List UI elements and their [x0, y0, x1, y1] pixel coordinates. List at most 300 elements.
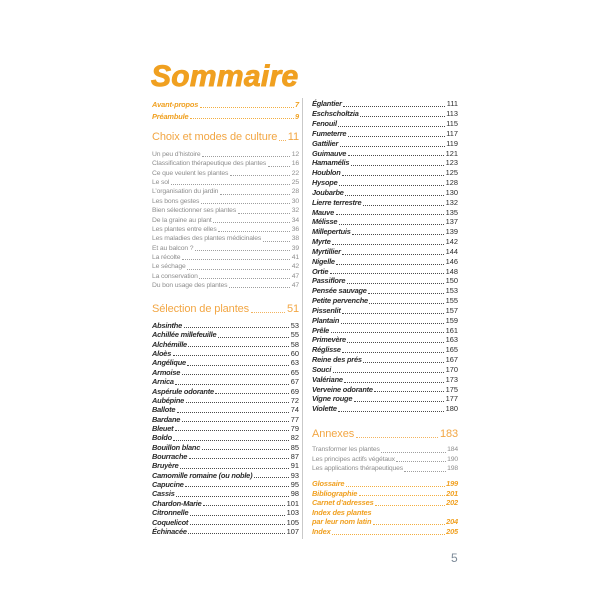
entry-page-number: 58 [290, 339, 299, 349]
entry-title: Aspérule odorante [152, 386, 214, 396]
entry-title: Millepertuis [312, 227, 351, 237]
entry-title: Myrte [312, 237, 331, 247]
chapter-entry [152, 169, 299, 178]
dot-leader [345, 195, 444, 196]
dot-leader [368, 293, 444, 294]
entry-page-number: 115 [446, 119, 458, 129]
entry-page-number: 34 [291, 216, 299, 224]
entry-page-number: 16 [291, 160, 299, 168]
entry-title: Les principes actifs végétaux [312, 455, 395, 463]
entry-title: Absinthe [152, 321, 183, 330]
chapter-entry [152, 197, 299, 206]
page-number: 5 [451, 551, 458, 565]
entry-title: Bourrache [152, 452, 188, 462]
dot-leader [182, 374, 290, 375]
entry-page-number: 28 [291, 188, 299, 196]
plant-entry [152, 387, 299, 396]
page-title: Sommaire [151, 60, 299, 93]
dot-leader [182, 259, 290, 260]
entry-page-number: 53 [290, 321, 299, 330]
plant-entry [312, 326, 458, 336]
plant-entry [152, 321, 299, 330]
entry-title: Alchémille [152, 339, 187, 349]
dot-leader [187, 269, 290, 270]
chapter-entry [152, 216, 299, 225]
entry-title: Échinacée [152, 526, 187, 536]
back-matter-entry-index [312, 527, 458, 537]
entry-page-number: 150 [445, 276, 458, 286]
entry-title: Hysope [312, 178, 338, 188]
dot-leader [279, 140, 286, 141]
entry-title: Carnet d’adresses [312, 498, 374, 508]
entry-page-number: 144 [445, 246, 458, 256]
dot-leader [339, 224, 444, 225]
entry-title: Hamamélis [312, 158, 350, 168]
dot-leader [201, 203, 290, 204]
plant-entry [312, 286, 458, 296]
entry-page-number: 119 [446, 138, 458, 148]
entry-title: Le sol [152, 179, 170, 187]
entry-page-number: 98 [290, 489, 299, 499]
entry-title: Achillée millefeuille [152, 330, 217, 340]
dot-leader [347, 283, 444, 284]
entry-page-number: 184 [447, 446, 458, 453]
entry-page-number: 148 [445, 266, 458, 276]
entry-page-number: 180 [445, 404, 458, 414]
entry-page-number: 79 [290, 423, 299, 433]
entry-page-number: 121 [445, 148, 458, 158]
plant-entry [152, 461, 299, 470]
entry-title: Le séchage [152, 263, 186, 271]
dot-leader [190, 515, 285, 516]
dot-leader [332, 244, 444, 245]
dot-leader [338, 126, 444, 127]
entry-title: Pissenlit [312, 305, 341, 315]
entry-title: Prêle [312, 325, 330, 335]
entry-title: La récolte [152, 253, 181, 261]
entry-title: Préambule [152, 111, 189, 121]
entry-title: Bibliographie [312, 488, 358, 498]
dot-leader [238, 213, 291, 214]
dot-leader [369, 303, 444, 304]
entry-page-number: 103 [286, 508, 299, 518]
entry-page-number: 146 [445, 256, 458, 266]
dot-leader [202, 156, 290, 157]
back-matter-list-continued [312, 508, 458, 537]
dot-leader [188, 346, 289, 347]
chapter-entry [152, 187, 299, 196]
plant-entry [152, 489, 299, 498]
plant-entry [312, 404, 458, 414]
section-heading-annexes [312, 426, 458, 442]
entry-page-number: 55 [290, 330, 299, 340]
entry-title: Ortie [312, 266, 329, 276]
plant-entry [152, 330, 299, 339]
dot-leader [354, 401, 444, 402]
entry-page-number: 165 [445, 345, 458, 355]
dot-leader [263, 241, 291, 242]
entry-page-number: 25 [291, 179, 299, 187]
entry-title: Aubépine [152, 395, 185, 405]
dot-leader [190, 524, 285, 525]
entry-page-number: 198 [447, 465, 458, 472]
entry-title: Petite pervenche [312, 296, 368, 306]
dot-leader [344, 382, 444, 383]
entry-title: Réglisse [312, 345, 341, 355]
dot-leader [373, 524, 445, 525]
plant-entry [312, 276, 458, 286]
plant-entry [312, 158, 458, 168]
entry-page-number: 105 [286, 517, 299, 527]
entry-page-number: 32 [291, 207, 299, 215]
dot-leader [342, 313, 444, 314]
plant-entry [312, 100, 458, 110]
plant-entry [152, 396, 299, 405]
dot-leader [396, 461, 445, 462]
entry-page-number: 204 [446, 517, 458, 527]
chapter-entry [152, 272, 299, 281]
dot-leader [346, 486, 445, 487]
entry-title: Cassis [152, 489, 175, 499]
entry-page-number: 38 [291, 235, 299, 243]
entry-title: Arnica [152, 377, 174, 387]
entry-page-number: 155 [445, 296, 458, 306]
dot-leader [342, 254, 444, 255]
dot-leader [351, 165, 444, 166]
entry-title: Transformer les plantes [312, 446, 380, 453]
dot-leader [184, 327, 290, 328]
dot-leader [199, 278, 290, 279]
entry-page-number: 163 [445, 335, 458, 345]
dot-leader [342, 175, 444, 176]
entry-title: Églantier [312, 99, 342, 109]
entry-title: Houblon [312, 168, 341, 178]
entry-title: Du bon usage des plantes [152, 282, 228, 290]
plant-entry [152, 443, 299, 452]
entry-title: Et au balcon ? [152, 244, 194, 252]
entry-title: Index des plantes [312, 507, 372, 517]
plant-entry [312, 188, 458, 198]
entry-page-number: 142 [445, 237, 458, 247]
dot-leader [347, 342, 444, 343]
entry-page-number: 30 [291, 197, 299, 205]
plant-entry [312, 394, 458, 404]
dot-leader [348, 136, 445, 137]
dot-leader [348, 155, 445, 156]
entry-title: Vigne rouge [312, 394, 353, 404]
chapter-entry [152, 225, 299, 234]
entry-page-number: 175 [445, 384, 458, 394]
dot-leader [332, 534, 445, 535]
plant-entry [312, 237, 458, 247]
entry-title: Plantain [312, 315, 340, 325]
entry-title: Fenouil [312, 119, 337, 129]
entry-page-number: 111 [446, 99, 458, 109]
section-title: Sélection de plantes [152, 303, 250, 315]
plant-entry [312, 178, 458, 188]
annex-entry [312, 464, 458, 474]
entry-title: Angélique [152, 358, 186, 368]
dot-leader [336, 214, 445, 215]
entry-title: L’organisation du jardin [152, 188, 219, 196]
entry-title: Nigelle [312, 256, 335, 266]
plant-entry [312, 385, 458, 395]
entry-title: Les bons gestes [152, 197, 200, 205]
dot-leader [176, 496, 289, 497]
plant-entry [312, 119, 458, 129]
dot-leader [360, 116, 445, 117]
entry-title: Coquelicot [152, 517, 189, 527]
plant-entry [312, 227, 458, 237]
entry-title: Ce que veulent les plantes [152, 169, 229, 177]
entry-page-number: 60 [290, 349, 299, 359]
back-matter-entry [312, 498, 458, 508]
entry-title: Capucine [152, 480, 184, 490]
dot-leader [333, 372, 445, 373]
plant-entry [152, 499, 299, 508]
entry-page-number: 123 [445, 158, 458, 168]
dot-leader [218, 231, 290, 232]
plant-entry [312, 257, 458, 267]
dot-leader [330, 273, 444, 274]
dot-leader [352, 234, 444, 235]
culture-chapter-list [152, 150, 299, 290]
front-matter-entry [152, 111, 299, 123]
section-page-number: 183 [439, 428, 458, 440]
entry-page-number: 205 [446, 526, 458, 536]
entry-title: Camomille romaine (ou noble) [152, 470, 253, 480]
entry-page-number: 135 [445, 207, 458, 217]
dot-leader [339, 185, 444, 186]
entry-page-number: 72 [290, 395, 299, 405]
entry-page-number: 170 [445, 364, 458, 374]
dot-leader [188, 533, 285, 534]
dot-leader [202, 449, 290, 450]
entry-title: Souci [312, 364, 332, 374]
entry-page-number: 85 [290, 442, 299, 452]
dot-leader [375, 505, 445, 506]
section-heading-culture [152, 129, 299, 145]
entry-page-number: 199 [446, 479, 458, 488]
plant-entry [312, 168, 458, 178]
plant-entry [152, 340, 299, 349]
section-heading-plants [152, 301, 299, 317]
plant-entry [312, 149, 458, 159]
entry-title: Les maladies des plantes médicinales [152, 235, 262, 243]
entry-title: Ballote [152, 405, 176, 415]
entry-page-number: 65 [290, 367, 299, 377]
dot-leader [171, 184, 290, 185]
section-title: Choix et modes de culture [152, 131, 278, 143]
entry-title: Valériane [312, 374, 343, 384]
dot-leader [173, 355, 290, 356]
chapter-entry [152, 150, 299, 159]
plant-entry [312, 267, 458, 277]
entry-title: Glossaire [312, 479, 345, 488]
entry-title: Bien sélectionner ses plantes [152, 207, 237, 215]
section-page-number: 11 [287, 131, 299, 143]
dot-leader [186, 402, 290, 403]
entry-title: Aloès [152, 349, 172, 359]
entry-title: Gattilier [312, 138, 339, 148]
entry-page-number: 95 [290, 480, 299, 490]
entry-title: Les plantes entre elles [152, 225, 217, 233]
entry-title: Reine des prés [312, 355, 362, 365]
chapter-entry [152, 262, 299, 271]
entry-page-number: 39 [291, 244, 299, 252]
entry-page-number: 74 [290, 405, 299, 415]
chapter-entry [152, 253, 299, 262]
dot-leader [230, 175, 291, 176]
entry-page-number: 202 [446, 498, 458, 508]
dot-leader [203, 505, 285, 506]
plant-entry [152, 358, 299, 367]
chapter-entry [152, 281, 299, 290]
annex-entry [312, 445, 458, 455]
front-matter-list [152, 99, 299, 122]
plant-entry [152, 480, 299, 489]
dot-leader [343, 106, 445, 107]
chapter-entry [152, 178, 299, 187]
entry-page-number: 93 [290, 470, 299, 480]
chapter-entry [152, 206, 299, 215]
entry-title: Pensée sauvage [312, 286, 367, 296]
plant-entry [152, 415, 299, 424]
column-divider [302, 98, 303, 539]
entry-page-number: 173 [445, 374, 458, 384]
dot-leader [251, 312, 286, 313]
entry-title: Fumeterre [312, 128, 347, 138]
plant-list-left [152, 321, 299, 536]
entry-title: Avant-propos [152, 100, 199, 109]
entry-page-number: 67 [290, 377, 299, 387]
entry-page-number: 130 [445, 187, 458, 197]
section-page-number: 51 [286, 303, 299, 315]
plant-entry [312, 129, 458, 139]
entry-title: De la graine au plant [152, 216, 212, 224]
entry-title: Mauve [312, 207, 335, 217]
plant-entry [312, 375, 458, 385]
entry-title: Myrtillier [312, 246, 341, 256]
plant-entry [312, 365, 458, 375]
entry-page-number: 128 [445, 178, 458, 188]
dot-leader [363, 362, 444, 363]
entry-title: Armoise [152, 367, 181, 377]
plant-entry [312, 316, 458, 326]
back-matter-entry-latin-index-continued [312, 517, 458, 527]
entry-page-number: 87 [290, 452, 299, 462]
plant-entry [312, 355, 458, 365]
plant-entry [312, 198, 458, 208]
entry-title: Guimauve [312, 148, 347, 158]
chapter-entry [152, 244, 299, 253]
dot-leader [342, 352, 444, 353]
entry-page-number: 63 [290, 358, 299, 368]
entry-page-number: 190 [447, 455, 458, 463]
entry-page-number: 201 [446, 488, 458, 498]
entry-page-number: 137 [445, 217, 458, 227]
entry-page-number: 153 [445, 286, 458, 296]
plant-entry [152, 405, 299, 414]
entry-title: Bouillon blanc [152, 442, 201, 452]
dot-leader [177, 412, 290, 413]
entry-title: Verveine odorante [312, 384, 373, 394]
entry-title: Index [312, 526, 331, 536]
entry-title-continued: par leur nom latin [312, 517, 372, 527]
plant-entry [152, 471, 299, 480]
plant-entry [152, 424, 299, 433]
dot-leader [190, 118, 294, 119]
dot-leader [189, 458, 290, 459]
entry-page-number: 9 [295, 111, 299, 121]
dot-leader [175, 430, 289, 431]
plant-entry [312, 208, 458, 218]
entry-page-number: 7 [295, 100, 299, 109]
dot-leader [173, 440, 289, 441]
entry-page-number: 177 [445, 394, 458, 404]
entry-title: Boldo [152, 433, 172, 443]
entry-title: La conservation [152, 272, 198, 280]
entry-title: Citronnelle [152, 508, 189, 518]
dot-leader [268, 166, 291, 167]
plant-entry [152, 377, 299, 386]
plant-entry [312, 247, 458, 257]
plant-entry [152, 518, 299, 527]
plant-entry [312, 345, 458, 355]
section-title: Annexes [312, 428, 355, 440]
entry-page-number: 125 [445, 168, 458, 178]
dot-leader [182, 421, 290, 422]
plant-entry [152, 433, 299, 442]
plant-list-right [312, 100, 458, 415]
chapter-entry [152, 159, 299, 168]
dot-leader [195, 250, 290, 251]
entry-page-number: 157 [445, 305, 458, 315]
back-matter-entry [312, 479, 458, 489]
dot-leader [363, 205, 444, 206]
plant-entry [152, 452, 299, 461]
entry-page-number: 159 [445, 315, 458, 325]
entry-page-number: 41 [291, 253, 299, 261]
annex-list [312, 445, 458, 474]
entry-title: Bardane [152, 414, 181, 424]
entry-page-number: 101 [286, 498, 299, 508]
chapter-entry [152, 234, 299, 243]
entry-page-number: 117 [446, 128, 458, 138]
entry-page-number: 113 [446, 109, 458, 119]
dot-leader [381, 452, 445, 453]
plant-entry [152, 368, 299, 377]
dot-leader [341, 323, 445, 324]
entry-page-number: 47 [291, 282, 299, 290]
dot-leader [213, 222, 290, 223]
dot-leader [338, 411, 444, 412]
plant-entry [152, 527, 299, 536]
entry-page-number: 36 [291, 225, 299, 233]
entry-page-number: 82 [290, 433, 299, 443]
plant-entry [312, 306, 458, 316]
entry-page-number: 107 [286, 526, 299, 536]
dot-leader [340, 146, 445, 147]
dot-leader [404, 471, 445, 472]
dot-leader [254, 477, 289, 478]
entry-page-number: 132 [445, 197, 458, 207]
front-matter-entry [152, 99, 299, 111]
entry-title: Mélisse [312, 217, 338, 227]
entry-title: Violette [312, 404, 337, 414]
entry-page-number: 139 [445, 227, 458, 237]
back-matter-entry-latin-index [312, 508, 458, 518]
